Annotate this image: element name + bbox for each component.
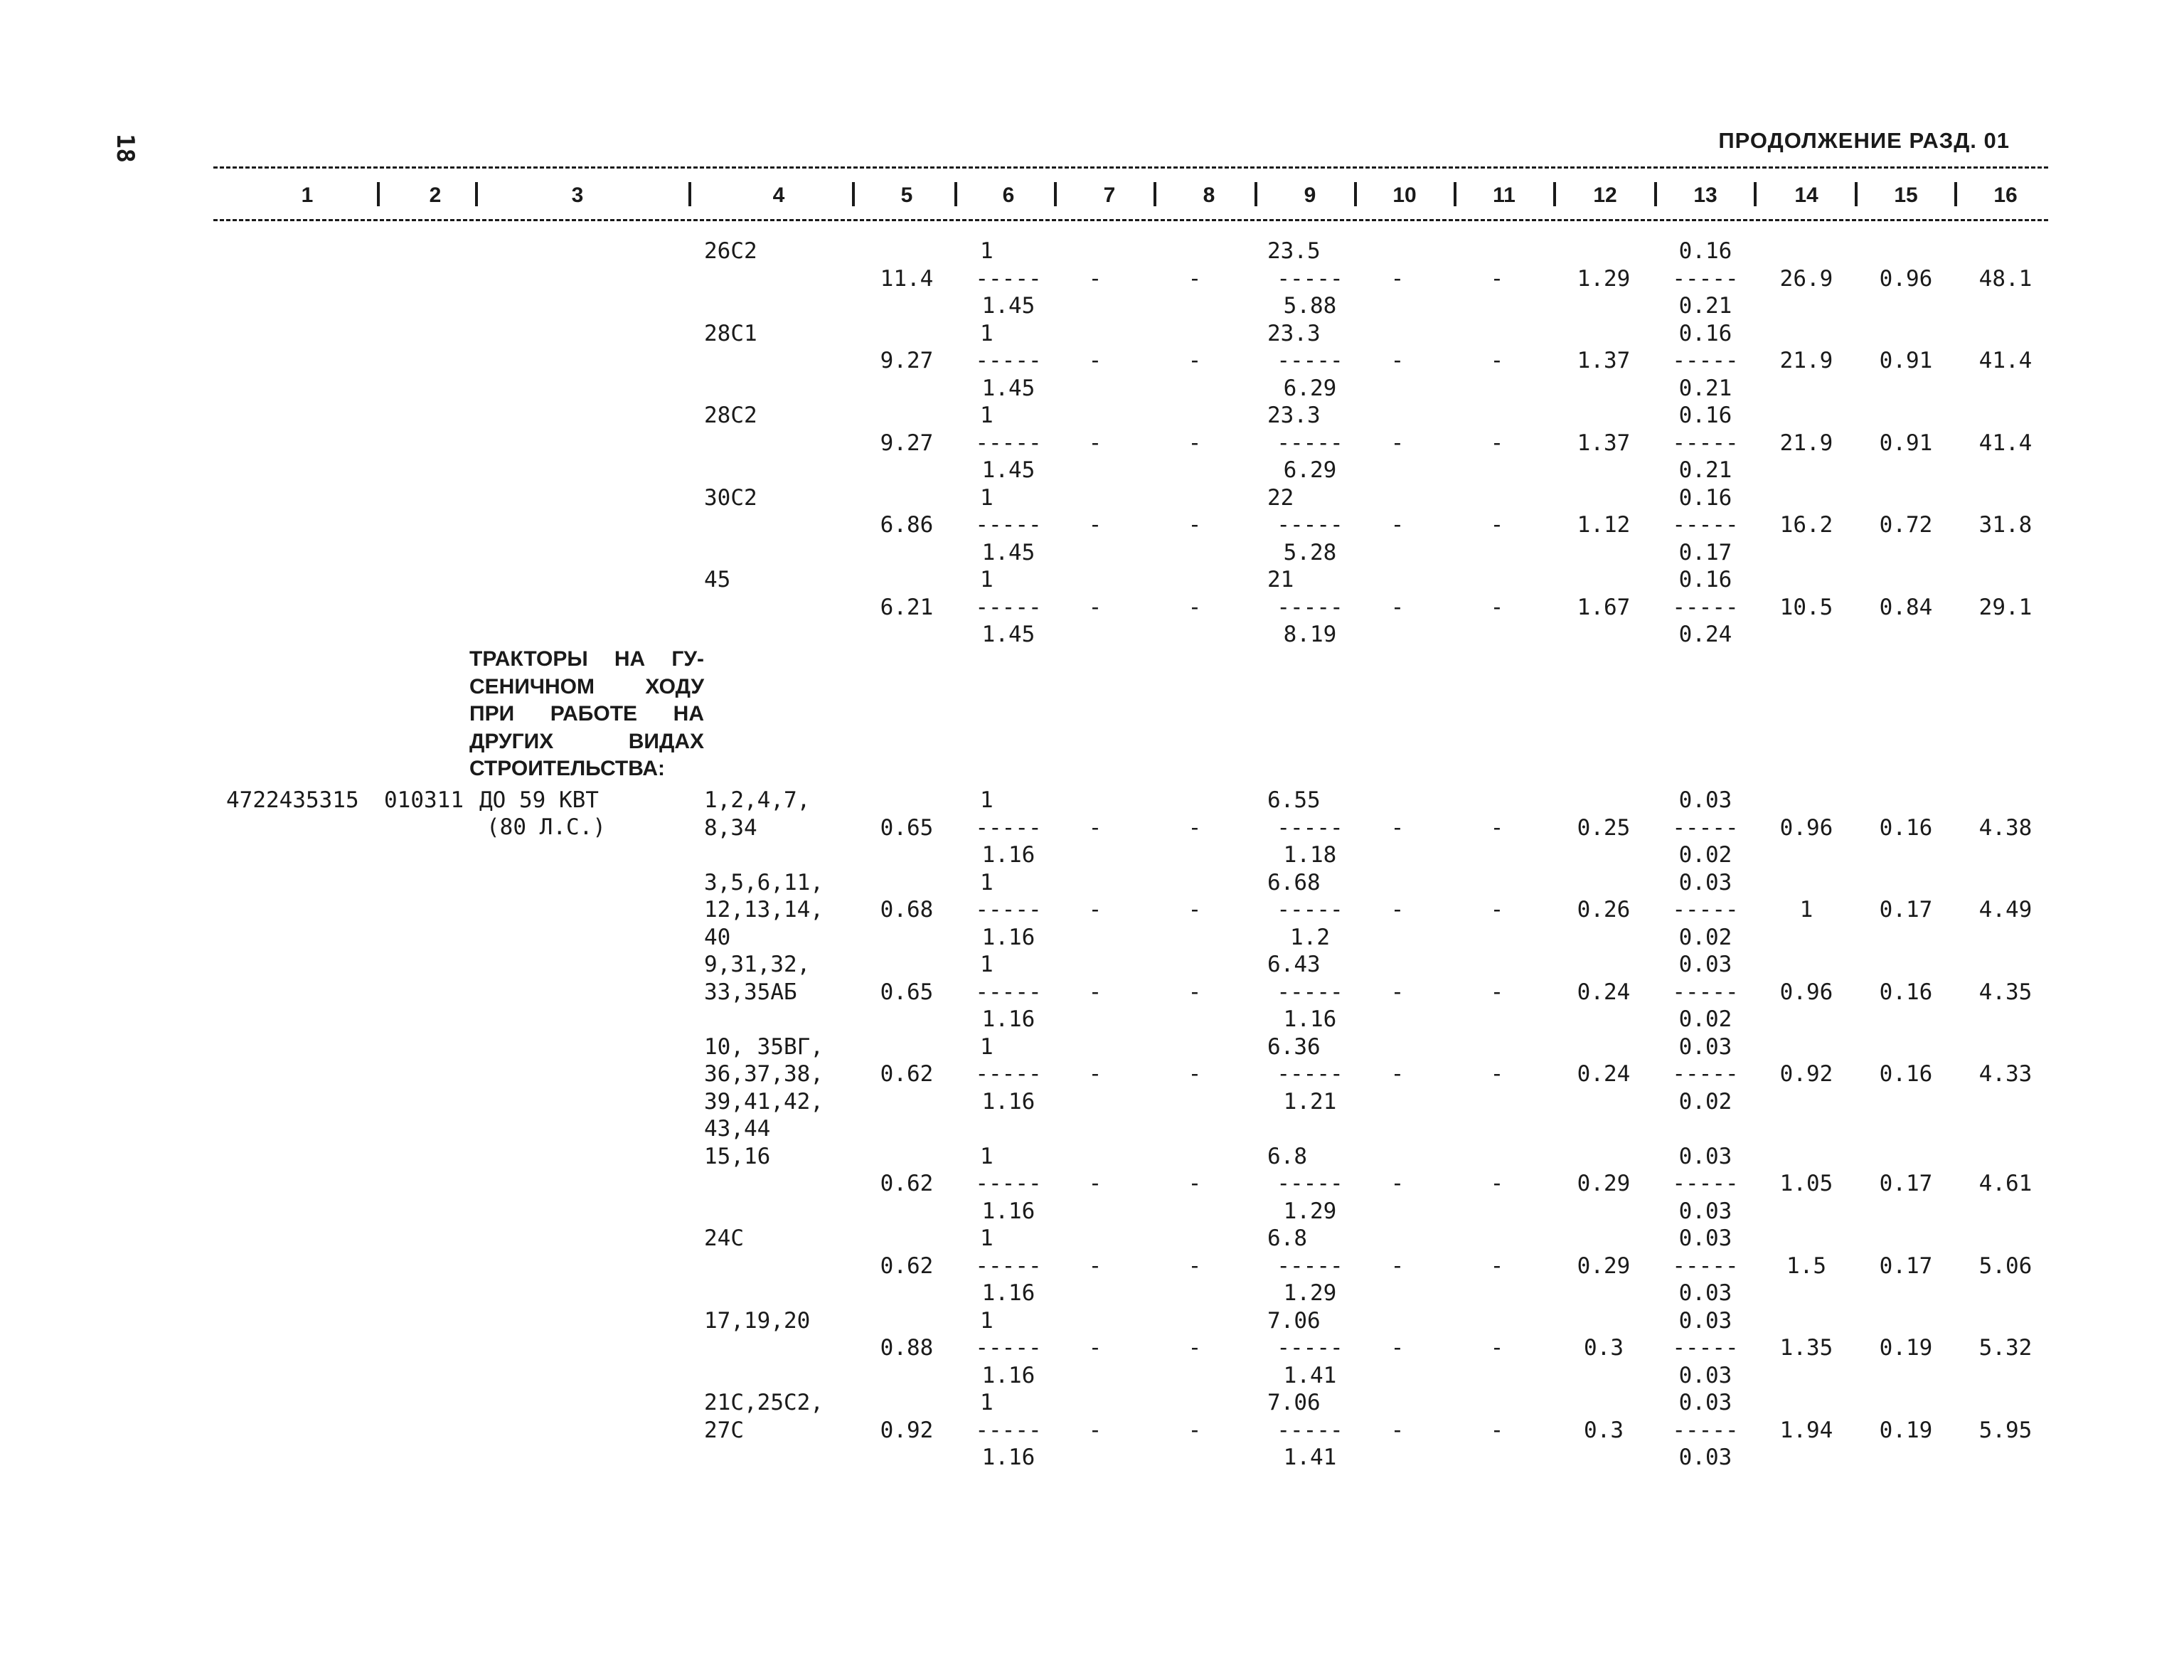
row-b1-col4-line: 12,13,14, (704, 897, 824, 923)
row-t0-col11: - (1490, 265, 1504, 292)
row-t2-col12: 1.37 (1577, 430, 1631, 456)
row-b6-col15: 0.19 (1879, 1335, 1933, 1361)
row-b6-col5: 0.88 (880, 1335, 934, 1361)
row-b4-col10: - (1390, 1171, 1405, 1196)
column-separator (1154, 182, 1156, 206)
row-b6-col9-denominator: 1.41 (1283, 1362, 1337, 1388)
column-header-1: 1 (301, 184, 314, 207)
column-header-2: 2 (429, 184, 442, 207)
row-b3-col13-denominator: 0.02 (1678, 1088, 1732, 1115)
row-b0-col6-denominator: 1.16 (981, 842, 1035, 868)
column-separator (954, 182, 957, 206)
row-t2-col11: - (1490, 430, 1504, 456)
row-b7-col13-fraction-bar: ----- (1672, 1417, 1739, 1443)
row-b7-col9-fraction-bar: ----- (1277, 1417, 1343, 1443)
row-b5-col6-denominator: 1.16 (981, 1280, 1035, 1306)
row-b3-col14: 0.92 (1779, 1061, 1833, 1087)
row-t1-col13-numerator: 0.16 (1678, 320, 1732, 346)
column-separator (1855, 182, 1858, 206)
column-separator (852, 182, 855, 206)
row-b7-col6-denominator: 1.16 (981, 1445, 1035, 1470)
row-t2-col14: 21.9 (1779, 430, 1833, 456)
row-b3-col11: - (1490, 1061, 1504, 1087)
row-b2-col13-fraction-bar: ----- (1672, 979, 1739, 1005)
row-b3-col15: 0.16 (1879, 1061, 1933, 1087)
column-header-6: 6 (1002, 184, 1015, 207)
row-b3-col8: - (1188, 1061, 1202, 1087)
row-t3-col9-numerator: 22 (1267, 484, 1294, 511)
column-separator (475, 182, 478, 206)
row-t4-col4-line: 45 (704, 567, 731, 592)
row-b3-col13-numerator: 0.03 (1678, 1033, 1732, 1060)
row-b7-col11: - (1490, 1417, 1504, 1443)
row-t0-col5: 11.4 (880, 265, 934, 292)
row-b0-col16: 4.38 (1978, 814, 2033, 841)
row-b3-col6-fraction-bar: ----- (975, 1061, 1042, 1087)
row-t3-col7: - (1088, 512, 1102, 538)
row-t3-col11: - (1490, 512, 1504, 538)
column-separator (1255, 182, 1257, 206)
row-t4-col13-numerator: 0.16 (1678, 567, 1732, 592)
section-code-2: 010311 (384, 787, 464, 813)
row-b2-col6-numerator: 1 (980, 952, 994, 977)
row-t1-col6-numerator: 1 (980, 320, 994, 346)
row-b2-col15: 0.16 (1879, 979, 1933, 1005)
row-b0-col9-fraction-bar: ----- (1277, 814, 1343, 841)
row-b0-col9-denominator: 1.18 (1283, 842, 1337, 868)
row-b7-col6-fraction-bar: ----- (975, 1417, 1042, 1443)
row-b4-col5: 0.62 (880, 1171, 934, 1196)
row-t4-col8: - (1188, 594, 1202, 620)
row-b7-col9-denominator: 1.41 (1283, 1445, 1337, 1470)
row-b0-col12: 0.25 (1577, 814, 1631, 841)
row-b2-col4-line: 33,35АБ (704, 979, 797, 1005)
row-t0-col13-fraction-bar: ----- (1672, 265, 1739, 292)
row-t1-col6-fraction-bar: ----- (975, 348, 1042, 373)
row-b7-col10: - (1390, 1417, 1405, 1443)
row-b5-col6-fraction-bar: ----- (975, 1253, 1042, 1279)
row-t3-col13-denominator: 0.17 (1678, 539, 1732, 565)
row-b0-col8: - (1188, 814, 1202, 841)
row-t4-col9-numerator: 21 (1267, 567, 1294, 592)
row-b4-col7: - (1088, 1171, 1102, 1196)
row-b3-col4-line: 43,44 (704, 1116, 771, 1142)
row-b2-col9-denominator: 1.16 (1283, 1006, 1337, 1032)
row-b1-col15: 0.17 (1879, 897, 1933, 923)
row-b1-col9-fraction-bar: ----- (1277, 897, 1343, 923)
row-b4-col6-fraction-bar: ----- (975, 1171, 1042, 1196)
row-b2-col13-denominator: 0.02 (1678, 1006, 1732, 1032)
row-t3-col4-line: 30С2 (704, 484, 757, 511)
row-b0-col5: 0.65 (880, 814, 934, 841)
row-t1-col13-denominator: 0.21 (1678, 375, 1732, 401)
row-b1-col7: - (1088, 897, 1102, 923)
column-header-13: 13 (1693, 184, 1717, 207)
row-t1-col9-numerator: 23.3 (1267, 320, 1321, 346)
row-b7-col14: 1.94 (1779, 1417, 1833, 1443)
row-b0-col13-denominator: 0.02 (1678, 842, 1732, 868)
row-b1-col6-numerator: 1 (980, 869, 994, 895)
row-b3-col6-numerator: 1 (980, 1033, 994, 1060)
row-t3-col16: 31.8 (1978, 512, 2033, 538)
row-t3-col6-fraction-bar: ----- (975, 512, 1042, 538)
row-t4-col13-fraction-bar: ----- (1672, 594, 1739, 620)
row-t2-col13-denominator: 0.21 (1678, 457, 1732, 483)
row-b1-col6-fraction-bar: ----- (975, 897, 1042, 923)
row-t0-col12: 1.29 (1577, 265, 1631, 292)
row-b6-col16: 5.32 (1978, 1335, 2033, 1361)
column-header-7: 7 (1103, 184, 1116, 207)
row-b4-col11: - (1490, 1171, 1504, 1196)
row-b5-col14: 1.5 (1786, 1253, 1826, 1279)
row-b4-col6-numerator: 1 (980, 1143, 994, 1169)
row-b0-col6-fraction-bar: ----- (975, 814, 1042, 841)
row-b4-col9-denominator: 1.29 (1283, 1198, 1337, 1224)
row-t3-col6-denominator: 1.45 (981, 539, 1035, 565)
row-t0-col9-denominator: 5.88 (1283, 293, 1337, 319)
row-b0-col13-fraction-bar: ----- (1672, 814, 1739, 841)
row-b3-col9-fraction-bar: ----- (1277, 1061, 1343, 1087)
column-header-9: 9 (1304, 184, 1316, 207)
row-b5-col11: - (1490, 1253, 1504, 1279)
column-header-16: 16 (1993, 184, 2018, 207)
row-t2-col9-denominator: 6.29 (1283, 457, 1337, 483)
row-b6-col6-numerator: 1 (980, 1307, 994, 1334)
row-t4-col10: - (1390, 594, 1405, 620)
column-header-15: 15 (1894, 184, 1918, 207)
row-b0-col4-line: 8,34 (704, 814, 757, 841)
row-b5-col16: 5.06 (1978, 1253, 2033, 1279)
row-t4-col5: 6.21 (880, 594, 934, 620)
row-t1-col14: 21.9 (1779, 348, 1833, 373)
row-b7-col13-numerator: 0.03 (1678, 1390, 1732, 1415)
section-power-kw: ДО 59 КВТ (479, 787, 599, 813)
row-t0-col4-line: 26С2 (704, 238, 757, 264)
row-t2-col10: - (1390, 430, 1405, 456)
row-t2-col9-numerator: 23.3 (1267, 403, 1321, 428)
row-b3-col4-line: 36,37,38, (704, 1061, 824, 1087)
column-header-10: 10 (1392, 184, 1417, 207)
row-t0-col6-denominator: 1.45 (981, 293, 1035, 319)
row-b2-col6-fraction-bar: ----- (975, 979, 1042, 1005)
row-t3-col5: 6.86 (880, 512, 934, 538)
column-header-3: 3 (571, 184, 584, 207)
row-t2-col5: 9.27 (880, 430, 934, 456)
row-t2-col15: 0.91 (1879, 430, 1933, 456)
row-b2-col6-denominator: 1.16 (981, 1006, 1035, 1032)
column-header-8: 8 (1203, 184, 1215, 207)
column-separator (1553, 182, 1556, 206)
row-b1-col5: 0.68 (880, 897, 934, 923)
row-b3-col5: 0.62 (880, 1061, 934, 1087)
row-t1-col8: - (1188, 348, 1202, 373)
row-t4-col9-fraction-bar: ----- (1277, 594, 1343, 620)
row-b5-col9-numerator: 6.8 (1267, 1226, 1307, 1251)
row-t4-col12: 1.67 (1577, 594, 1631, 620)
column-separator (1754, 182, 1757, 206)
row-t3-col15: 0.72 (1879, 512, 1933, 538)
column-separator (688, 182, 691, 206)
row-b2-col14: 0.96 (1779, 979, 1833, 1005)
row-b5-col6-numerator: 1 (980, 1226, 994, 1251)
row-b1-col4-line: 40 (704, 924, 731, 950)
row-t1-col7: - (1088, 348, 1102, 373)
row-b3-col4-line: 10, 35ВГ, (704, 1033, 824, 1060)
page-header: ПРОДОЛЖЕНИЕ РАЗД. 01 (1718, 128, 2010, 153)
row-b3-col13-fraction-bar: ----- (1672, 1061, 1739, 1087)
row-b0-col15: 0.16 (1879, 814, 1933, 841)
row-b7-col15: 0.19 (1879, 1417, 1933, 1443)
row-t0-col14: 26.9 (1779, 265, 1833, 292)
row-t2-col9-fraction-bar: ----- (1277, 430, 1343, 456)
row-b5-col7: - (1088, 1253, 1102, 1279)
row-b7-col12: 0.3 (1584, 1417, 1624, 1443)
row-b0-col9-numerator: 6.55 (1267, 787, 1321, 813)
row-t0-col8: - (1188, 265, 1202, 292)
row-t1-col5: 9.27 (880, 348, 934, 373)
row-b6-col12: 0.3 (1584, 1335, 1624, 1361)
row-b5-col13-denominator: 0.03 (1678, 1280, 1732, 1306)
row-t0-col15: 0.96 (1879, 265, 1933, 292)
row-b5-col10: - (1390, 1253, 1405, 1279)
row-b1-col8: - (1188, 897, 1202, 923)
row-b4-col8: - (1188, 1171, 1202, 1196)
row-b2-col9-fraction-bar: ----- (1277, 979, 1343, 1005)
header-rule-bottom (213, 219, 2048, 221)
row-t0-col16: 48.1 (1978, 265, 2033, 292)
row-t3-col9-denominator: 5.28 (1283, 539, 1337, 565)
row-b2-col7: - (1088, 979, 1102, 1005)
row-b7-col16: 5.95 (1978, 1417, 2033, 1443)
row-b1-col9-denominator: 1.2 (1290, 924, 1330, 950)
row-b7-col9-numerator: 7.06 (1267, 1390, 1321, 1415)
row-t3-col14: 16.2 (1779, 512, 1833, 538)
row-b3-col12: 0.24 (1577, 1061, 1631, 1087)
row-t1-col13-fraction-bar: ----- (1672, 348, 1739, 373)
row-b5-col5: 0.62 (880, 1253, 934, 1279)
row-t4-col6-denominator: 1.45 (981, 622, 1035, 647)
row-t3-col13-numerator: 0.16 (1678, 484, 1732, 511)
row-t4-col13-denominator: 0.24 (1678, 622, 1732, 647)
row-b0-col10: - (1390, 814, 1405, 841)
row-t1-col16: 41.4 (1978, 348, 2033, 373)
row-b5-col9-denominator: 1.29 (1283, 1280, 1337, 1306)
row-b4-col13-denominator: 0.03 (1678, 1198, 1732, 1224)
row-t3-col10: - (1390, 512, 1405, 538)
row-t4-col11: - (1490, 594, 1504, 620)
row-t3-col13-fraction-bar: ----- (1672, 512, 1739, 538)
row-t0-col10: - (1390, 265, 1405, 292)
row-t3-col12: 1.12 (1577, 512, 1631, 538)
column-separator (1454, 182, 1456, 206)
row-b0-col13-numerator: 0.03 (1678, 787, 1732, 813)
row-b5-col12: 0.29 (1577, 1253, 1631, 1279)
row-t4-col16: 29.1 (1978, 594, 2033, 620)
row-t0-col9-fraction-bar: ----- (1277, 265, 1343, 292)
page-number: 18 (111, 134, 139, 163)
header-rule-top (213, 166, 2048, 169)
row-b1-col12: 0.26 (1577, 897, 1631, 923)
column-header-4: 4 (772, 184, 785, 207)
row-t2-col8: - (1188, 430, 1202, 456)
row-b1-col11: - (1490, 897, 1504, 923)
row-t2-col13-fraction-bar: ----- (1672, 430, 1739, 456)
row-t4-col9-denominator: 8.19 (1283, 622, 1337, 647)
row-b3-col9-numerator: 6.36 (1267, 1033, 1321, 1060)
row-b6-col6-fraction-bar: ----- (975, 1335, 1042, 1361)
row-b0-col14: 0.96 (1779, 814, 1833, 841)
row-t2-col6-fraction-bar: ----- (975, 430, 1042, 456)
row-b3-col7: - (1088, 1061, 1102, 1087)
row-b4-col14: 1.05 (1779, 1171, 1833, 1196)
row-b7-col7: - (1088, 1417, 1102, 1443)
row-b4-col4-line: 15,16 (704, 1143, 771, 1169)
row-t1-col15: 0.91 (1879, 348, 1933, 373)
column-header-14: 14 (1794, 184, 1818, 207)
row-b2-col16: 4.35 (1978, 979, 2033, 1005)
row-b5-col15: 0.17 (1879, 1253, 1933, 1279)
section-power-hp: (80 Л.С.) (486, 814, 606, 840)
row-b4-col9-numerator: 6.8 (1267, 1143, 1307, 1169)
row-b1-col13-numerator: 0.03 (1678, 869, 1732, 895)
row-t1-col4-line: 28С1 (704, 320, 757, 346)
row-b3-col10: - (1390, 1061, 1405, 1087)
section-title: ТРАКТОРЫ НА ГУ-СЕНИЧНОМ ХОДУ ПРИ РАБОТЕ НА ДРУГИХ ВИДАХ СТРОИТЕЛЬСТВА: (469, 647, 704, 780)
row-b6-col13-denominator: 0.03 (1678, 1362, 1732, 1388)
row-b0-col6-numerator: 1 (980, 787, 994, 813)
row-b6-col14: 1.35 (1779, 1335, 1833, 1361)
row-t2-col13-numerator: 0.16 (1678, 403, 1732, 428)
row-b1-col16: 4.49 (1978, 897, 2033, 923)
column-header-11: 11 (1493, 184, 1516, 207)
row-b1-col9-numerator: 6.68 (1267, 869, 1321, 895)
row-b4-col13-fraction-bar: ----- (1672, 1171, 1739, 1196)
row-b2-col5: 0.65 (880, 979, 934, 1005)
row-t0-col6-fraction-bar: ----- (975, 265, 1042, 292)
row-b7-col5: 0.92 (880, 1417, 934, 1443)
row-b1-col4-line: 3,5,6,11, (704, 869, 824, 895)
row-b6-col10: - (1390, 1335, 1405, 1361)
row-b2-col8: - (1188, 979, 1202, 1005)
row-t0-col13-numerator: 0.16 (1678, 238, 1732, 264)
row-b6-col9-numerator: 7.06 (1267, 1307, 1321, 1334)
row-t0-col7: - (1088, 265, 1102, 292)
row-t2-col4-line: 28С2 (704, 403, 757, 428)
row-t3-col9-fraction-bar: ----- (1277, 512, 1343, 538)
row-b4-col13-numerator: 0.03 (1678, 1143, 1732, 1169)
row-t3-col6-numerator: 1 (980, 484, 994, 511)
row-t2-col6-numerator: 1 (980, 403, 994, 428)
row-b3-col16: 4.33 (1978, 1061, 2033, 1087)
row-b6-col4-line: 17,19,20 (704, 1307, 811, 1334)
column-separator (1354, 182, 1357, 206)
row-b1-col10: - (1390, 897, 1405, 923)
row-t4-col6-numerator: 1 (980, 567, 994, 592)
row-b2-col9-numerator: 6.43 (1267, 952, 1321, 977)
row-b2-col4-line: 9,31,32, (704, 952, 811, 977)
row-b1-col14: 1 (1799, 897, 1813, 923)
row-t0-col13-denominator: 0.21 (1678, 293, 1732, 319)
section-code-1: 4722435315 (226, 787, 359, 813)
row-b7-col13-denominator: 0.03 (1678, 1445, 1732, 1470)
row-b7-col6-numerator: 1 (980, 1390, 994, 1415)
row-b4-col9-fraction-bar: ----- (1277, 1171, 1343, 1196)
row-b6-col7: - (1088, 1335, 1102, 1361)
row-t1-col9-denominator: 6.29 (1283, 375, 1337, 401)
row-b3-col4-line: 39,41,42, (704, 1088, 824, 1115)
row-b4-col6-denominator: 1.16 (981, 1198, 1035, 1224)
row-b4-col15: 0.17 (1879, 1171, 1933, 1196)
row-b1-col13-denominator: 0.02 (1678, 924, 1732, 950)
row-b7-col4-line: 21С,25С2, (704, 1390, 824, 1415)
row-t1-col11: - (1490, 348, 1504, 373)
row-t4-col6-fraction-bar: ----- (975, 594, 1042, 620)
row-t2-col6-denominator: 1.45 (981, 457, 1035, 483)
row-t2-col7: - (1088, 430, 1102, 456)
row-t1-col6-denominator: 1.45 (981, 375, 1035, 401)
row-b7-col4-line: 27С (704, 1417, 744, 1443)
row-t4-col7: - (1088, 594, 1102, 620)
row-b6-col11: - (1490, 1335, 1504, 1361)
row-b7-col8: - (1188, 1417, 1202, 1443)
row-b5-col8: - (1188, 1253, 1202, 1279)
row-b3-col9-denominator: 1.21 (1283, 1088, 1337, 1115)
row-t0-col6-numerator: 1 (980, 238, 994, 264)
row-b0-col11: - (1490, 814, 1504, 841)
row-b6-col13-fraction-bar: ----- (1672, 1335, 1739, 1361)
column-separator (1654, 182, 1657, 206)
row-b2-col12: 0.24 (1577, 979, 1631, 1005)
row-b6-col9-fraction-bar: ----- (1277, 1335, 1343, 1361)
row-b3-col6-denominator: 1.16 (981, 1088, 1035, 1115)
row-b2-col11: - (1490, 979, 1504, 1005)
row-t2-col16: 41.4 (1978, 430, 2033, 456)
row-t1-col10: - (1390, 348, 1405, 373)
column-header-5: 5 (900, 184, 913, 207)
row-b6-col8: - (1188, 1335, 1202, 1361)
row-b2-col10: - (1390, 979, 1405, 1005)
row-b0-col4-line: 1,2,4,7, (704, 787, 811, 813)
row-t1-col9-fraction-bar: ----- (1277, 348, 1343, 373)
row-b5-col13-fraction-bar: ----- (1672, 1253, 1739, 1279)
row-b1-col13-fraction-bar: ----- (1672, 897, 1739, 923)
row-t4-col15: 0.84 (1879, 594, 1933, 620)
row-b2-col13-numerator: 0.03 (1678, 952, 1732, 977)
row-t0-col9-numerator: 23.5 (1267, 238, 1321, 264)
row-b4-col16: 4.61 (1978, 1171, 2033, 1196)
row-b4-col12: 0.29 (1577, 1171, 1631, 1196)
row-t4-col14: 10.5 (1779, 594, 1833, 620)
column-separator (377, 182, 380, 206)
row-b0-col7: - (1088, 814, 1102, 841)
row-b5-col13-numerator: 0.03 (1678, 1226, 1732, 1251)
column-separator (1954, 182, 1957, 206)
row-t1-col12: 1.37 (1577, 348, 1631, 373)
row-b5-col4-line: 24С (704, 1226, 744, 1251)
row-b5-col9-fraction-bar: ----- (1277, 1253, 1343, 1279)
column-header-12: 12 (1593, 184, 1617, 207)
row-b6-col6-denominator: 1.16 (981, 1362, 1035, 1388)
row-b1-col6-denominator: 1.16 (981, 924, 1035, 950)
row-t3-col8: - (1188, 512, 1202, 538)
column-separator (1054, 182, 1057, 206)
row-b6-col13-numerator: 0.03 (1678, 1307, 1732, 1334)
